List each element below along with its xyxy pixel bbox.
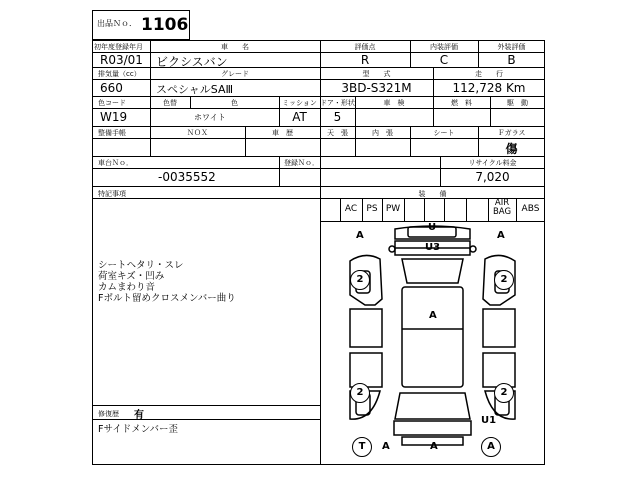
repair-history-value: 有 <box>134 410 144 421</box>
model-label: 型 式 <box>362 70 391 78</box>
color-change-label: 色替 <box>163 99 177 107</box>
mark-hood: U3 <box>425 242 441 253</box>
score-value: R <box>360 53 370 67</box>
lot-number-box <box>92 10 190 40</box>
car-body-diagram <box>320 221 545 465</box>
mark-rear-right: A <box>481 437 501 457</box>
service-manual-label: 整備手帳 <box>98 129 126 137</box>
remark-line: カムまわり音 <box>98 282 156 293</box>
remarks-label: 特記事項 <box>98 190 126 198</box>
seat-label: シート <box>433 129 455 137</box>
repair-note: Fサイドメンバー歪 <box>98 424 179 435</box>
repair-history-label: 修復歴 <box>98 410 119 418</box>
mileage-label: 走 行 <box>475 70 503 78</box>
chassis-number-value: -0035552 <box>158 170 216 184</box>
front-glass-label: Ｆガラス <box>497 129 526 137</box>
displacement-value: 660 <box>100 81 123 95</box>
registration-number-label: 登録Ｎｏ． <box>284 159 319 167</box>
recycle-fee-label: リサイクル料金 <box>468 159 517 167</box>
chassis-number-label: 車台Ｎｏ． <box>98 159 133 167</box>
equipment-label: 装 備 <box>418 190 447 198</box>
equipment-abs: ABS <box>521 204 540 214</box>
score-label: 評価点 <box>354 43 376 51</box>
color-value: ホワイト <box>194 113 226 122</box>
grade-value: スペシャルSAⅢ <box>156 83 234 96</box>
mark-rear-badge: U1 <box>481 415 497 426</box>
equipment-airbag: AIR BAG <box>492 198 512 217</box>
fuel-label: 燃 料 <box>451 99 472 107</box>
color-code-label: 色コード <box>98 99 126 107</box>
mark-front-center: U <box>428 222 437 233</box>
grade-label: グレード <box>221 70 249 78</box>
equipment-grid <box>320 198 545 221</box>
exterior-grade-label: 外装評価 <box>497 43 526 51</box>
interior-grade-label: 内装評価 <box>430 43 458 51</box>
equipment-ac: AC <box>344 204 358 214</box>
remark-line: Fボルト留めクロスメンバー曲り <box>98 293 236 304</box>
displacement-label: 排気量（cc） <box>98 70 141 78</box>
recycle-fee-value: 7,020 <box>475 170 510 184</box>
mileage-value: 112,728 Km <box>452 81 526 95</box>
drive-label: 駆 動 <box>507 99 528 107</box>
mark-rear-left-t: T <box>352 437 372 457</box>
doors-value: 5 <box>333 110 342 124</box>
nox-label: ＮＯＸ <box>187 129 208 137</box>
car-name-value: ビクシスバン <box>156 55 228 69</box>
mark-right-front-door: 2 <box>494 270 514 290</box>
remark-line: 荷室キズ・凹み <box>98 271 165 282</box>
mission-value: AT <box>292 110 307 124</box>
car-history-label: 車 歴 <box>272 129 293 137</box>
doors-label: ドア・形状 <box>320 99 355 107</box>
headliner-label: 天 張 <box>327 129 348 137</box>
lot-number-label: 出品Ｎｏ． <box>97 19 137 28</box>
exterior-grade-value: B <box>507 53 516 67</box>
lot-number-value: 1106 <box>141 15 189 35</box>
first-registration-label: 初年度登録年月 <box>94 43 143 51</box>
model-value: 3BD-S321M <box>341 81 412 95</box>
mark-front-left: A <box>356 230 364 241</box>
mark-left-front-door: 2 <box>350 270 370 290</box>
mark-rear-center: A <box>430 441 438 452</box>
mark-roof: A <box>429 310 437 321</box>
interior-grade-value: C <box>439 53 449 67</box>
mission-label: ミッション <box>282 99 317 107</box>
mark-right-rear-door: 2 <box>494 383 514 403</box>
interior-trim-label: 内 張 <box>372 129 393 137</box>
mark-front-right: A <box>497 230 505 241</box>
mark-rear-left: A <box>382 441 390 452</box>
equipment-pw: PW <box>385 204 401 214</box>
equipment-ps: PS <box>366 204 378 214</box>
color-code-value: W19 <box>100 110 128 124</box>
car-name-label: 車 名 <box>221 43 249 51</box>
color-label: 色 <box>231 99 238 107</box>
first-registration-value: R03/01 <box>100 53 143 67</box>
front-glass-value: 傷 <box>505 142 518 156</box>
remark-line: シートヘタリ・スレ <box>98 260 184 271</box>
mark-left-rear-door: 2 <box>350 383 370 403</box>
inspection-label: 車 検 <box>383 99 405 107</box>
